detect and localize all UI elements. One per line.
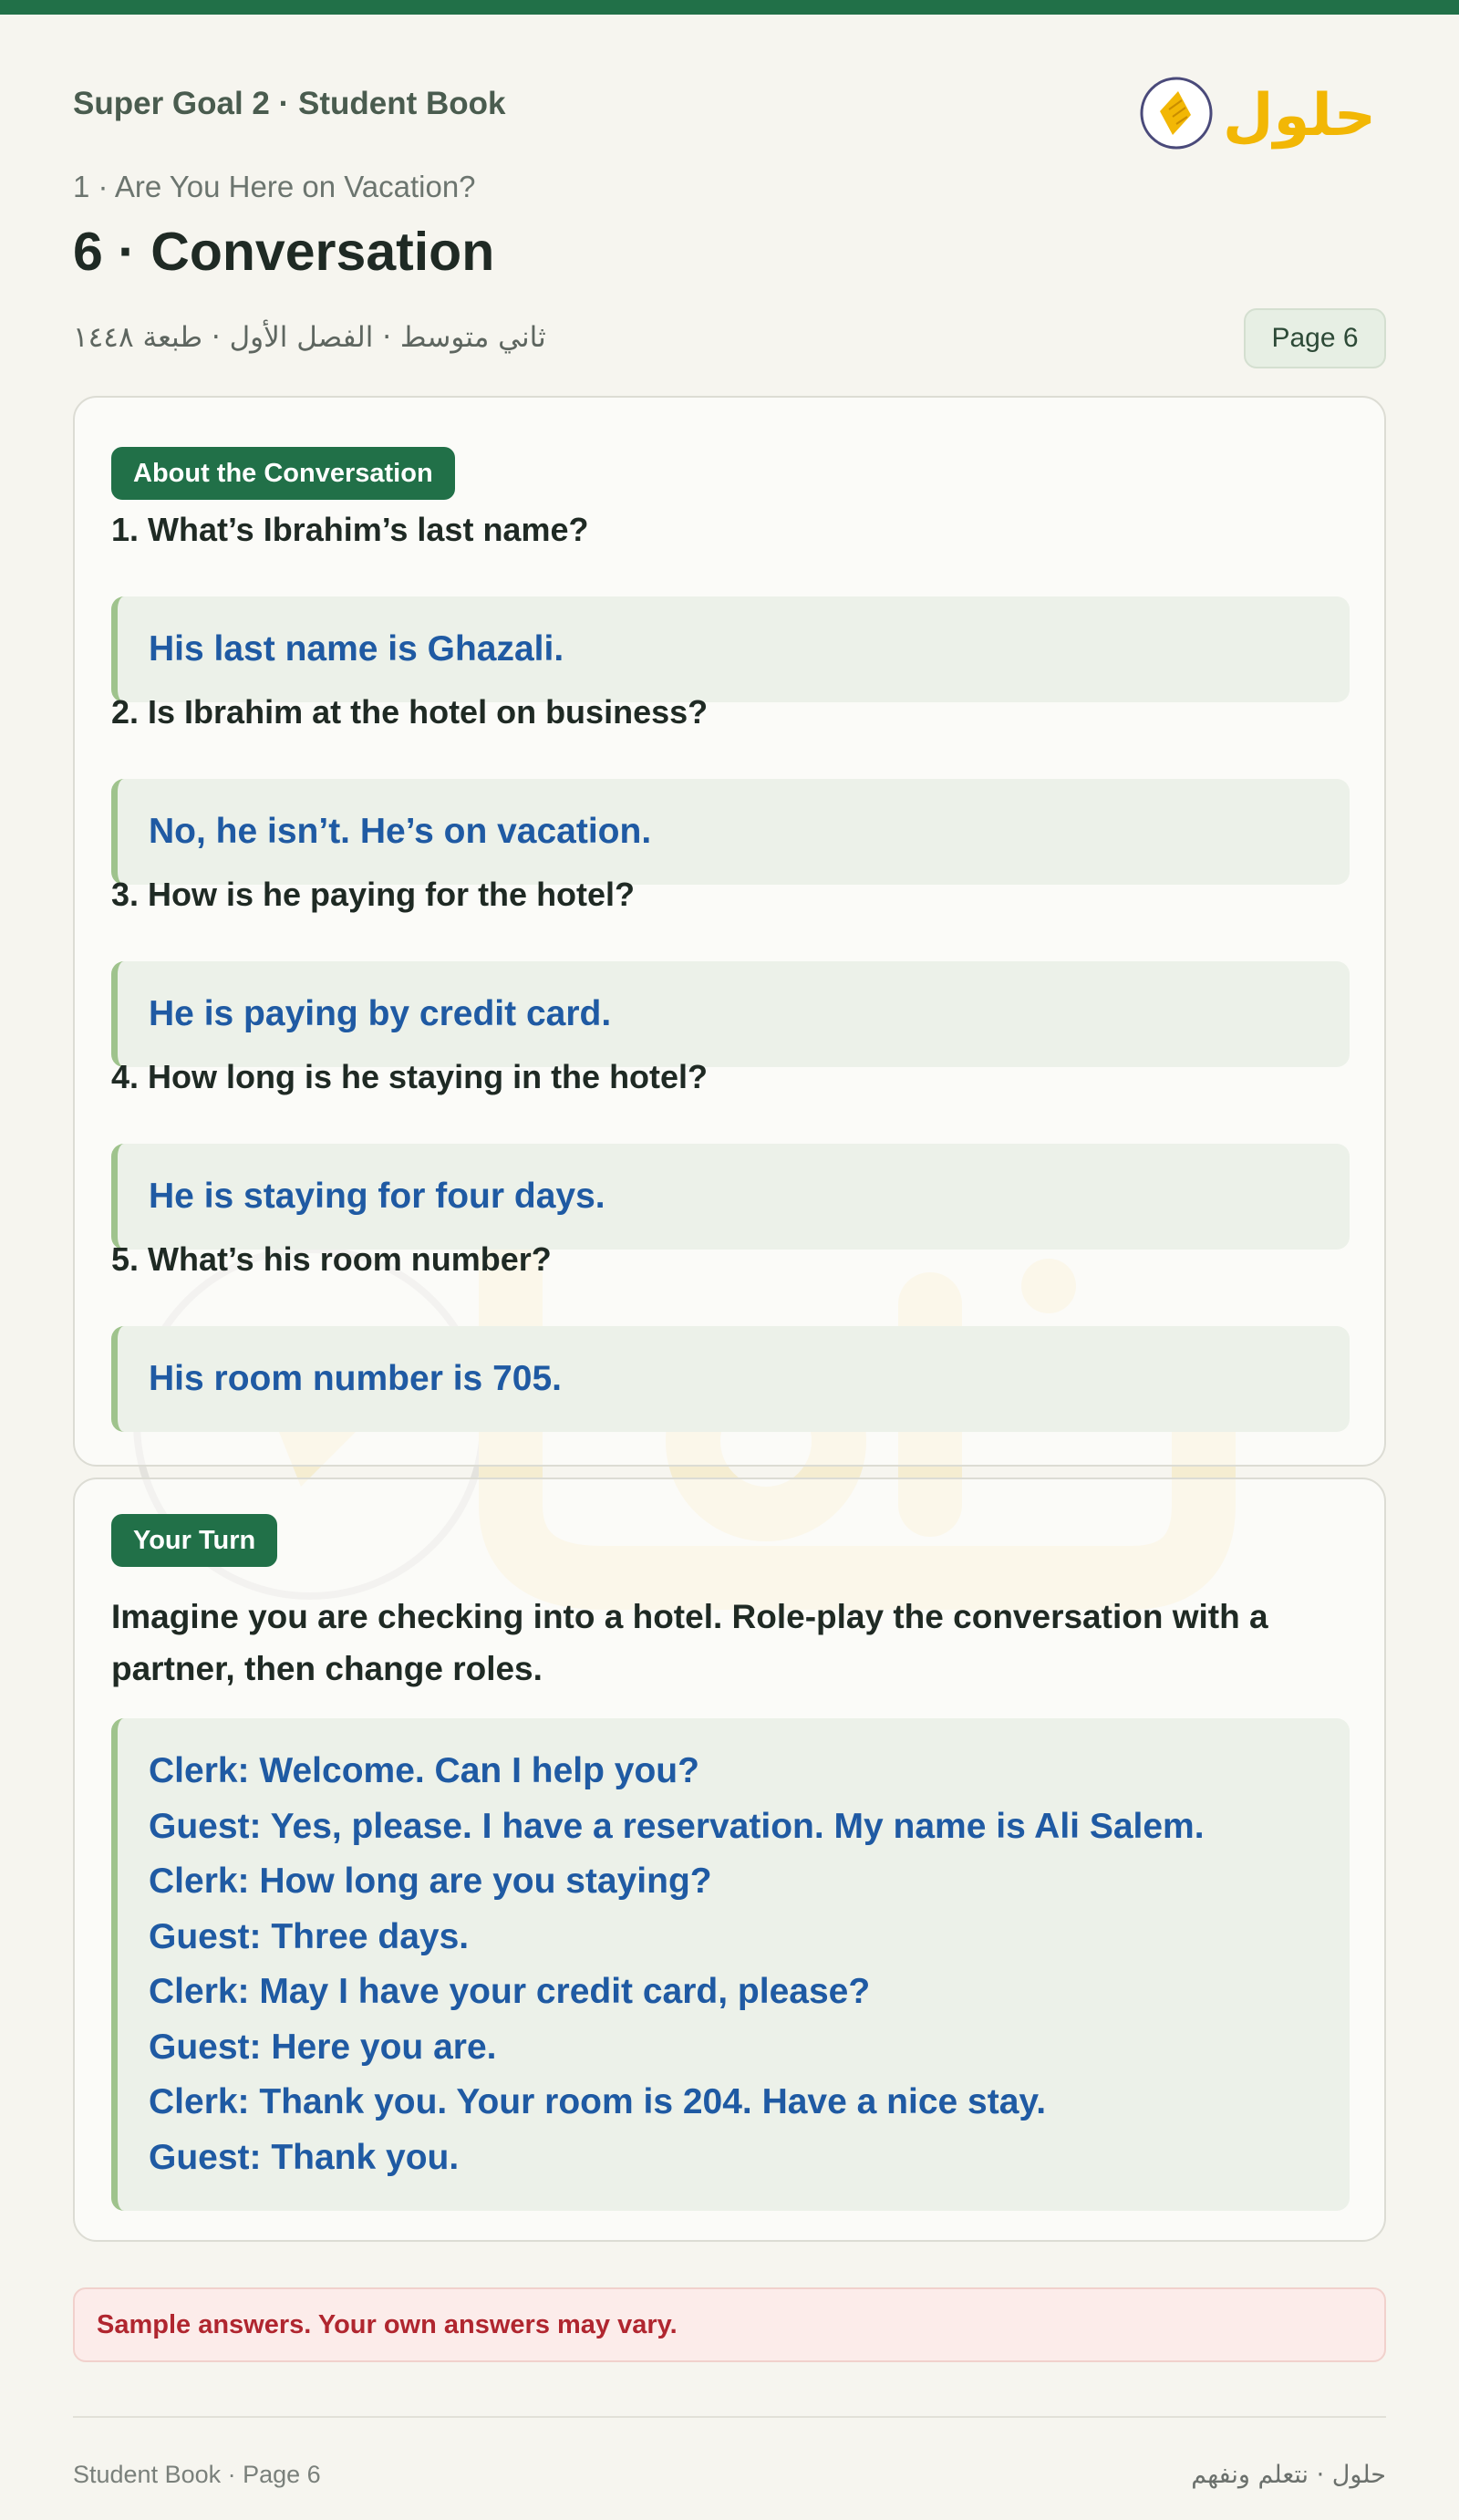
about-label: About the Conversation	[111, 447, 455, 500]
book-title: Super Goal 2 · Student Book	[73, 86, 506, 121]
footer-page-label: Student Book · Page 6	[73, 2461, 321, 2488]
dialog-line: Guest: Thank you.	[149, 2137, 460, 2177]
question-1: 1. What’s Ibrahim’s last name?	[111, 511, 589, 548]
answer-2: No, he isn’t. He’s on vacation.	[111, 779, 1350, 885]
answer-5: His room number is 705.	[111, 1326, 1350, 1432]
logo-wordmark: حلول	[1223, 82, 1376, 150]
your-turn-card	[73, 1478, 1386, 2242]
page-title: 6 · Conversation	[73, 222, 495, 282]
hulul-logo	[1140, 58, 1377, 159]
dialog-line: Guest: Three days.	[149, 1916, 470, 1956]
answer-3: He is paying by credit card.	[111, 961, 1350, 1067]
question-4: 4. How long is he staying in the hotel?	[111, 1058, 709, 1095]
dialog-line: Clerk: How long are you staying?	[149, 1861, 712, 1901]
answer-4: He is staying for four days.	[111, 1144, 1350, 1250]
grade-meta: ثاني متوسط · الفصل الأول · طبعة ١٤٤٨	[73, 321, 546, 354]
page-header	[73, 15, 1386, 151]
your-turn-instruction: Imagine you are checking into a hotel. Role-play the conversation with a partner, then change roles.	[111, 1598, 1268, 1687]
top-accent-bar	[0, 0, 1459, 15]
dialog-line: Guest: Yes, please. I have a reservation. My name is Ali Salem.	[149, 1806, 1205, 1846]
question-5: 5. What’s his room number?	[111, 1240, 552, 1278]
answer-1: His last name is Ghazali.	[111, 596, 1350, 702]
dialog-line: Clerk: May I have your credit card, please?	[149, 1972, 871, 2011]
about-card	[73, 396, 1386, 1467]
question-3: 3. How is he paying for the hotel?	[111, 876, 636, 913]
footer-divider	[73, 2416, 1386, 2418]
dialog-box	[111, 1718, 1350, 2211]
footer-brand: حلول · نتعلم ونفهم	[1191, 2461, 1386, 2489]
unit-title: 1 · Are You Here on Vacation?	[73, 170, 476, 203]
question-2: 2. Is Ibrahim at the hotel on business?	[111, 693, 709, 731]
sample-answers-note: Sample answers. Your own answers may vary.	[73, 2287, 1386, 2362]
page-badge: Page 6	[1244, 308, 1386, 368]
dialog-line: Guest: Here you are.	[149, 2027, 497, 2067]
your-turn-label: Your Turn	[111, 1514, 277, 1567]
dialog-line: Clerk: Thank you. Your room is 204. Have a nice stay.	[149, 2082, 1047, 2121]
dialog-line: Clerk: Welcome. Can I help you?	[149, 1751, 699, 1790]
